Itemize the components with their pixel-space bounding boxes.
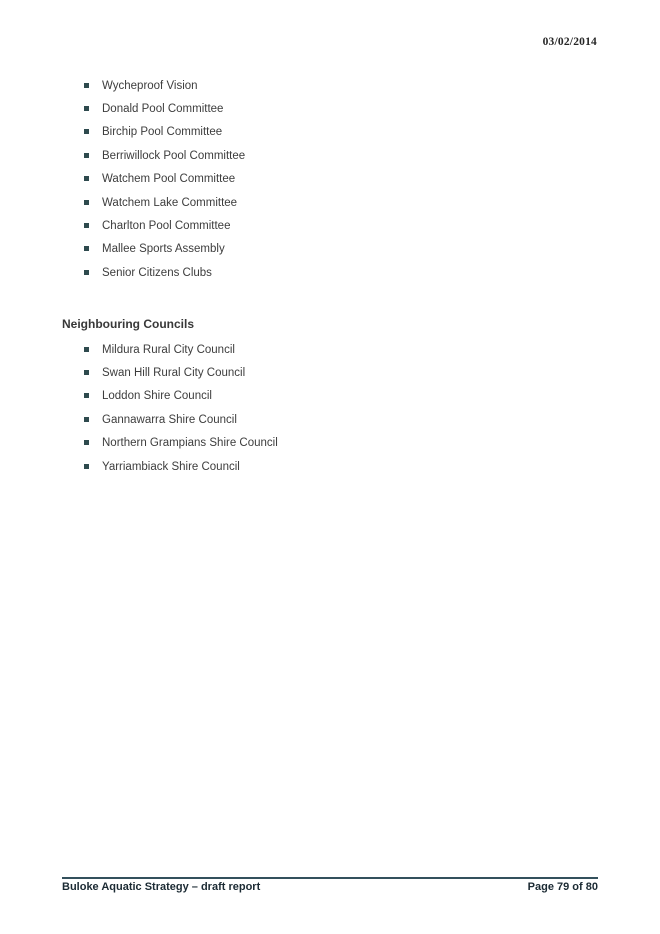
- list-item: [84, 168, 245, 191]
- list-item-label: Donald Pool Committee: [102, 103, 224, 116]
- square-bullet-icon: [84, 106, 89, 111]
- list-item-label: Loddon Shire Council: [102, 390, 212, 403]
- list-item: [84, 361, 278, 384]
- list-item: [84, 214, 245, 237]
- list-item-label: Yarriambiack Shire Council: [102, 460, 240, 473]
- list-item: [84, 74, 245, 97]
- square-bullet-icon: [84, 370, 89, 375]
- list-item-label: Northern Grampians Shire Council: [102, 437, 278, 450]
- list-item-label: Senior Citizens Clubs: [102, 266, 212, 279]
- square-bullet-icon: [84, 246, 89, 251]
- list-item: [84, 238, 245, 261]
- square-bullet-icon: [84, 200, 89, 205]
- list-item: [84, 455, 278, 478]
- list-item: [84, 385, 278, 408]
- square-bullet-icon: [84, 393, 89, 398]
- square-bullet-icon: [84, 153, 89, 158]
- community-groups-list: [84, 74, 245, 285]
- list-item-label: Watchem Pool Committee: [102, 173, 236, 186]
- section-heading-neighbouring-councils: Neighbouring Councils: [62, 317, 194, 331]
- neighbouring-councils-list: [84, 338, 278, 478]
- square-bullet-icon: [84, 440, 89, 445]
- footer: [62, 881, 598, 893]
- list-item: [84, 191, 245, 214]
- list-item-label: Watchem Lake Committee: [102, 196, 238, 209]
- list-item: [84, 121, 245, 144]
- list-item-label: Swan Hill Rural City Council: [102, 367, 246, 380]
- list-item-label: Berriwillock Pool Committee: [102, 149, 246, 162]
- square-bullet-icon: [84, 270, 89, 275]
- header-date: 03/02/2014: [542, 36, 597, 48]
- square-bullet-icon: [84, 464, 89, 469]
- footer-page-number: Page 79 of 80: [527, 881, 598, 893]
- square-bullet-icon: [84, 417, 89, 422]
- square-bullet-icon: [84, 223, 89, 228]
- square-bullet-icon: [84, 176, 89, 181]
- list-item-label: Mallee Sports Assembly: [102, 243, 225, 256]
- footer-document-title: Buloke Aquatic Strategy – draft report: [62, 881, 261, 893]
- list-item: [84, 261, 245, 284]
- footer-divider: [62, 877, 598, 879]
- square-bullet-icon: [84, 83, 89, 88]
- list-item: [84, 338, 278, 361]
- list-item: [84, 97, 245, 120]
- square-bullet-icon: [84, 129, 89, 134]
- square-bullet-icon: [84, 347, 89, 352]
- list-item-label: Wycheproof Vision: [102, 79, 198, 92]
- list-item: [84, 144, 245, 167]
- list-item-label: Charlton Pool Committee: [102, 220, 231, 233]
- list-item-label: Mildura Rural City Council: [102, 343, 235, 356]
- list-item: [84, 432, 278, 455]
- list-item: [84, 408, 278, 431]
- list-item-label: Gannawarra Shire Council: [102, 413, 237, 426]
- list-item-label: Birchip Pool Committee: [102, 126, 223, 139]
